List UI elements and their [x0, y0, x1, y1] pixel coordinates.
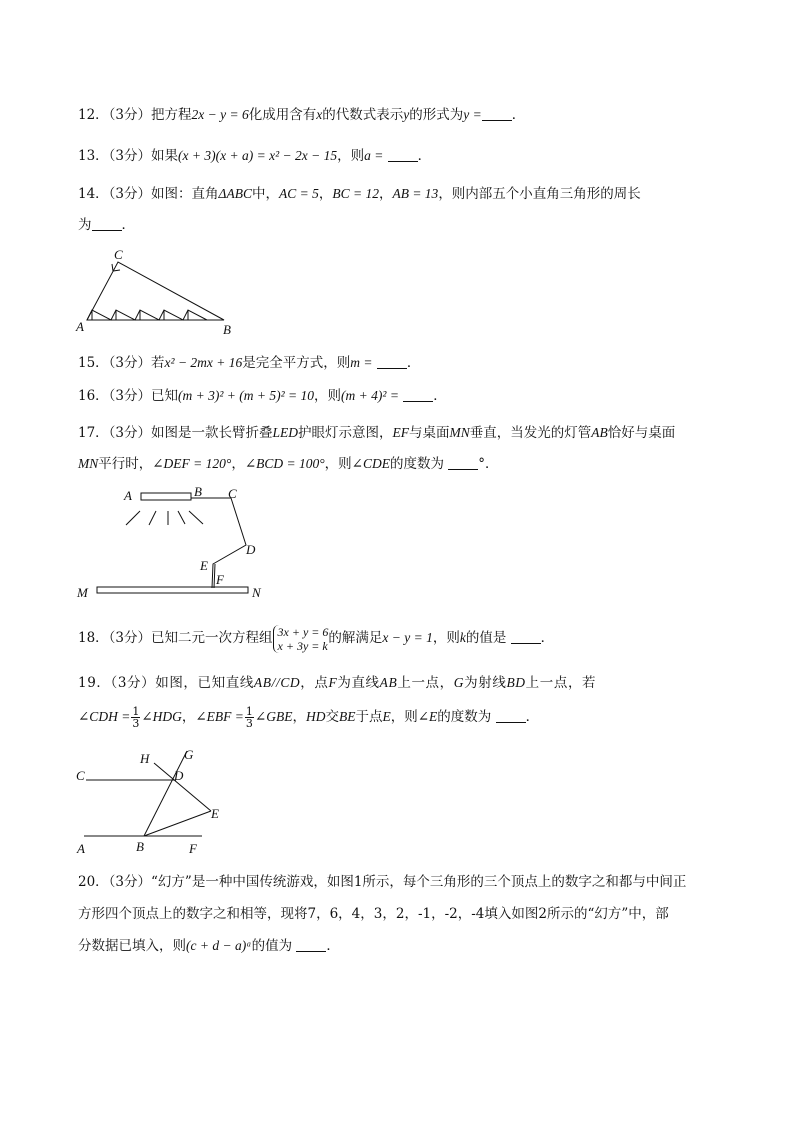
q17-ab: AB [591, 425, 608, 440]
q14-text: ，则内部五个小直角三角形的周长 [438, 186, 641, 202]
denominator: 3 [245, 717, 253, 730]
q18-text: 的值是 [465, 630, 507, 646]
q15-expression: x² − 2mx + 16 [164, 355, 243, 370]
answer-blank[interactable] [448, 455, 478, 470]
label-m: M [77, 585, 88, 600]
label-a: A [124, 488, 132, 503]
q17-mn: MN [78, 456, 99, 471]
q13-end: ． [417, 148, 432, 164]
q19-end: ． [525, 709, 540, 725]
question-18 [78, 623, 718, 653]
q19-text: 为直线 [337, 675, 380, 691]
q19-angle-hdg: ∠HDG [141, 709, 182, 724]
segment-be [144, 811, 211, 836]
q12-answer-lhs: y = [463, 107, 482, 122]
question-19 [78, 673, 718, 693]
label-f: F [216, 572, 224, 587]
q13-stem: 13．（3分）如果 [78, 148, 179, 164]
fraction-one-third [245, 706, 254, 729]
q20-expression: (c + d − a)ᵃ [186, 938, 252, 953]
q17-angle-bcd: ∠BCD = 100° [244, 456, 325, 471]
q17-text: 垂直，当发光的灯管 [469, 425, 592, 441]
q20-line1: 20．（3分）“幻方”是一种中国传统游戏，如图1所示，每个三角形的三个顶点上的数字之和都与中间正 [78, 874, 687, 890]
q14-bc: BC = 12 [332, 186, 379, 201]
label-e: E [211, 806, 219, 821]
label-e: E [200, 558, 208, 573]
q17-mn: MN [449, 425, 470, 440]
q15-text: 是完全平方式，则 [242, 355, 351, 371]
q19-f: F [328, 675, 338, 690]
label-f: F [189, 841, 197, 856]
q19-figure [72, 745, 232, 857]
q17-text: 与桌面 [409, 425, 450, 441]
q19-be: BE [338, 709, 356, 724]
q16-text: ，则 [314, 388, 342, 404]
numerator: 1 [132, 705, 140, 718]
q19-e: E [382, 709, 391, 724]
fraction-one-third [131, 706, 140, 729]
q14-ac: AC = 5 [278, 186, 319, 201]
q19-stem: 19．（3分）如图，已知直线 [78, 675, 254, 691]
q14-end: ． [121, 217, 135, 233]
q12-text: 的代数式表示 [322, 107, 404, 123]
q20-line2: 方形四个顶点上的数字之和相等，现将7，6，4，3，2，-1，-2，-4填入如图2所示的“幻方”中，部 [78, 906, 669, 922]
question-19-line2 [78, 704, 718, 730]
label-c: C [76, 768, 85, 783]
q19-angle-ebf: ∠EBF = [195, 709, 244, 724]
q17-figure [74, 484, 284, 606]
q17-angle-cde: ∠CDE [351, 456, 390, 471]
label-d: D [246, 542, 256, 557]
equation-system [273, 625, 329, 653]
q12-text: 化成用含有 [248, 107, 317, 123]
q13-text: ，则 [337, 148, 365, 164]
desk-mn [97, 587, 248, 593]
ray-bg [144, 751, 187, 836]
q20-text: 的值为 [251, 938, 293, 954]
q17-led: LED [272, 425, 299, 440]
q17-text: 的度数为 [389, 456, 444, 472]
q17-end: °． [478, 456, 499, 472]
q19-hd: HD [305, 709, 326, 724]
label-c: C [114, 248, 123, 262]
q16-answer-lhs: (m + 4)² = [341, 388, 399, 403]
label-a: A [76, 319, 84, 334]
q16-stem: 16．（3分）已知 [78, 388, 179, 404]
q19-text: 的度数为 [437, 709, 492, 725]
answer-blank[interactable] [388, 147, 418, 162]
denominator: 3 [132, 717, 140, 730]
q14-sep: ， [378, 186, 393, 202]
q12-stem: 12．（3分）把方程 [78, 107, 192, 123]
q15-answer-lhs: m = [350, 355, 373, 370]
q17-sep: ， [231, 456, 245, 472]
q12-var-x: x [316, 107, 323, 122]
q12-text: 的形式为 [409, 107, 464, 123]
answer-blank[interactable] [377, 354, 407, 369]
answer-blank[interactable] [403, 387, 433, 402]
answer-blank[interactable] [496, 708, 526, 723]
q19-text: 为射线 [464, 675, 507, 691]
q17-text: ，则 [324, 456, 352, 472]
q19-text: 上一点，若 [525, 675, 597, 691]
q17-text: 平行时， [98, 456, 153, 472]
answer-blank[interactable] [296, 937, 326, 952]
answer-blank[interactable] [92, 216, 122, 231]
label-b: B [223, 322, 231, 337]
small-triangles [87, 310, 207, 320]
q18-stem: 18．（3分）已知二元一次方程组 [78, 630, 273, 646]
q17-text: 护眼灯示意图， [298, 425, 393, 441]
answer-blank[interactable] [511, 629, 541, 644]
q19-text: 交 [325, 709, 339, 725]
q14-triangle: ΔABC [218, 186, 252, 201]
q12-end: ． [511, 107, 526, 123]
label-a: A [77, 841, 85, 856]
label-b: B [194, 484, 202, 499]
label-h: H [140, 751, 150, 766]
numerator: 1 [245, 705, 253, 718]
q14-text: 为 [78, 217, 92, 233]
triangle-abc [87, 262, 224, 320]
question-17 [78, 423, 718, 443]
label-c: C [228, 486, 237, 501]
question-14-line2 [78, 215, 718, 235]
q17-angle-def: ∠DEF = 120° [152, 456, 232, 471]
question-20 [78, 872, 718, 892]
q19-sep: ， [181, 709, 196, 725]
q14-figure [74, 248, 244, 338]
q15-stem: 15．（3分）若 [78, 355, 165, 371]
question-12 [78, 105, 718, 125]
q19-text: ，则 [390, 709, 418, 725]
q16-equation: (m + 3)² + (m + 5)² = 10 [178, 388, 315, 403]
question-15 [78, 353, 718, 373]
system-eq-2: x + 3y = k [277, 638, 328, 653]
q20-text: 分数据已填入，则 [78, 938, 186, 954]
q19-parallel: AB//CD [253, 675, 301, 690]
q19-text: 上一点， [397, 675, 454, 691]
q19-text: 于点 [355, 709, 383, 725]
q18-end: ． [540, 630, 555, 646]
question-16 [78, 386, 718, 406]
q19-sep: ， [292, 709, 306, 725]
q19-ab: AB [379, 675, 398, 690]
answer-blank[interactable] [482, 106, 512, 121]
q17-text: 恰好与桌面 [607, 425, 676, 441]
q19-g: G [453, 675, 465, 690]
q14-sep: ， [318, 186, 333, 202]
system-eq-1: 3x + y = 6 [277, 624, 329, 639]
label-g: G [184, 747, 194, 762]
q18-text: ，则 [432, 630, 460, 646]
q14-text: 中， [251, 186, 279, 202]
q19-bd: BD [506, 675, 526, 690]
q13-equation: (x + 3)(x + a) = x² − 2x − 15 [178, 148, 338, 163]
q19-angle-cdh: ∠CDH = [78, 709, 131, 724]
q14-ab: AB = 13 [392, 186, 439, 201]
q12-var-y: y [403, 107, 410, 122]
q18-k: k [459, 630, 466, 645]
lamp-tube-ab [141, 493, 191, 500]
q17-stem: 17．（3分）如图是一款长臂折叠 [78, 425, 273, 441]
q14-stem: 14．（3分）如图：直角 [78, 186, 219, 202]
label-d: D [174, 768, 184, 783]
q20-end: ． [326, 938, 340, 954]
question-14 [78, 184, 718, 204]
q13-answer-lhs: a = [364, 148, 384, 163]
q19-text: ，点 [300, 675, 329, 691]
q19-angle-gbe: ∠GBE [254, 709, 293, 724]
label-b: B [136, 839, 144, 854]
q18-text: 的解满足 [328, 630, 383, 646]
question-17-line2 [78, 454, 718, 474]
q19-angle-e: ∠E [417, 709, 438, 724]
q16-end: ． [433, 388, 447, 404]
q18-condition: x − y = 1 [382, 630, 433, 645]
q15-end: ． [406, 355, 421, 371]
question-20-line2 [78, 904, 718, 924]
q17-ef: EF [392, 425, 410, 440]
question-20-line3 [78, 936, 718, 956]
question-13 [78, 146, 718, 166]
q12-equation: 2x − y = 6 [191, 107, 249, 122]
label-n: N [252, 585, 261, 600]
